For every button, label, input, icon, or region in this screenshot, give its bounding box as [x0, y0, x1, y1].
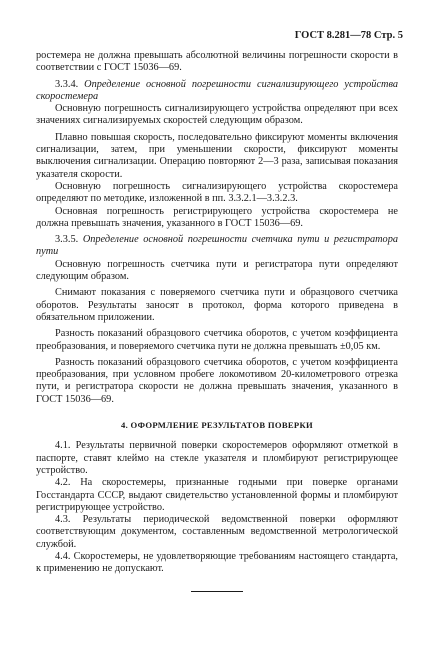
subsection-number: 3.3.5.	[55, 234, 79, 246]
subsection-number: 3.3.4.	[55, 78, 79, 90]
document-body	[36, 50, 398, 592]
end-rule	[191, 591, 243, 592]
subsection-title: Определение основной погрешности сигнализирующего устройства скоростемера	[36, 78, 399, 102]
paragraph-4-4: 4.4. Скоростемеры, не удовлетворяющие требованиям настоящего стандарта, к применению не допускают.	[36, 550, 398, 575]
paragraph: Основная погрешность регистрирующего устройства скоростемера не должна превышать значения, указанного в ГОСТ 15036—69.	[36, 205, 398, 229]
subsection-3-3-4-heading	[36, 79, 398, 104]
subsection-title: Определение основной погрешности счетчика пути и регистратора пути	[36, 234, 399, 258]
paragraph-4-2: 4.2. На скоростемеры, признанные годными при поверке органами Госстандарта СССР, выдают свидетельство установленной формы и пломбируют регистрирующее устройство.	[36, 477, 398, 513]
paragraph: Разность показаний образцового счетчика оборотов, с учетом коэффициента преобразования, при условном пробеге локомотивом 20-километрового отрезка пути, и регистратора скорости не должна превышать значения, указанного в ГОСТ 15036—69.	[36, 356, 398, 405]
paragraph-4-1: 4.1. Результаты первичной поверки скоростемеров оформляют отметкой в паспорте, ставят клеймо на стекле указателя и пломбируют регистрирующее устройство.	[36, 440, 398, 476]
page-header: ГОСТ 8.281—78 Стр. 5	[294, 30, 403, 41]
paragraph: Снимают показания с поверяемого счетчика пути и образцового счетчика оборотов. Результаты заносят в протокол, форма которого приведена в обязательном приложении.	[36, 287, 398, 323]
subsection-3-3-5-heading	[36, 234, 398, 259]
paragraph-4-3: 4.3. Результаты периодической ведомственной поверки оформляют соответствующим документом, составленным ведомственной метрологической службой.	[36, 514, 398, 550]
paragraph-continuation: ростемера не должна превышать абсолютной величины погрешности скорости в соответствии с ГОСТ 15036—69.	[36, 50, 398, 74]
paragraph: Основную погрешность сигнализирующего устройства определяют при всех значениях сигнализируемых скоростей следующим образом.	[36, 103, 398, 127]
paragraph: Разность показаний образцового счетчика оборотов, с учетом коэффициента преобразования, и поверяемого счетчика пути не должна превышать ±0,05 км.	[36, 328, 398, 352]
paragraph: Основную погрешность сигнализирующего устройства скоростемера определяют по методике, изложенной в пп. 3.3.2.1—3.3.2.3.	[36, 180, 398, 205]
paragraph: Основную погрешность счетчика пути и регистратора пути определяют следующим образом.	[36, 258, 398, 283]
paragraph: Плавно повышая скорость, последовательно фиксируют моменты включения сигнализации, затем, при уменьшении скорости, фиксируют моменты выключения сигнализации. Операцию повторяют 2—3 раза, записывая показания указателя скорости.	[36, 131, 398, 180]
section-4-title: 4. ОФОРМЛЕНИЕ РЕЗУЛЬТАТОВ ПОВЕРКИ	[121, 420, 313, 431]
